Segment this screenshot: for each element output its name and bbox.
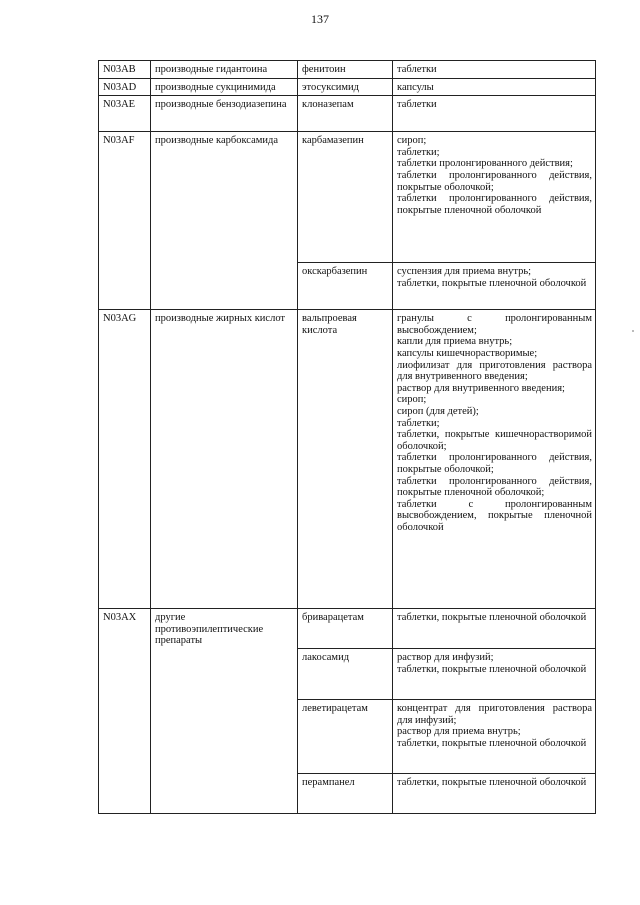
drug-name: лакосамид — [298, 649, 393, 700]
dosage-form: таблетки пролонгированного действия, покрытые пленочной оболочкой — [397, 193, 592, 216]
dosage-forms — [393, 700, 596, 774]
dosage-form: суспензия для приема внутрь; — [397, 266, 532, 278]
table-row — [99, 78, 596, 96]
dosage-forms — [393, 774, 596, 814]
dosage-form: капсулы кишечнорастворимые; — [397, 347, 538, 359]
table-row — [99, 132, 596, 263]
drug-name: фенитоин — [298, 61, 393, 79]
dosage-form: таблетки, покрытые пленочной оболочкой — [397, 777, 587, 789]
table-row — [99, 96, 596, 132]
drug-name: карбамазепин — [298, 132, 393, 263]
dosage-form: раствор для инфузий; — [397, 652, 494, 664]
atc-code: N03AB — [99, 61, 151, 79]
drug-name: этосуксимид — [298, 78, 393, 96]
dosage-form: лиофилизат для приготовления раствора для внутривенного введения; — [397, 359, 592, 383]
atc-group: производные жирных кислот — [151, 310, 298, 609]
atc-group: производные бензодиазепина — [151, 96, 298, 132]
atc-code: N03AX — [99, 609, 151, 814]
dosage-form: таблетки пролонгированного действия, покрытые оболочкой; — [397, 169, 592, 193]
dosage-form: сироп; — [397, 394, 427, 406]
atc-code: N03AE — [99, 96, 151, 132]
drug-name: вальпроевая кислота — [298, 310, 393, 609]
table-row — [99, 609, 596, 649]
dosage-form: капсулы — [397, 81, 434, 93]
drug-table — [98, 60, 596, 814]
dosage-form: таблетки — [397, 64, 437, 75]
drug-name: окскарбазепин — [298, 263, 393, 310]
dosage-form: таблетки, покрытые пленочной оболочкой — [397, 612, 587, 624]
drug-name: клоназепам — [298, 96, 393, 132]
dosage-forms — [393, 78, 596, 96]
dosage-form: таблетки, покрытые пленочной оболочкой — [397, 277, 587, 289]
dosage-forms — [393, 61, 596, 79]
dosage-forms — [393, 609, 596, 649]
atc-group: производные гидантоина — [151, 61, 298, 79]
atc-group: другие противоэпилептические препараты — [151, 609, 298, 814]
dosage-form: раствор для внутривенного введения; — [397, 382, 565, 394]
dosage-form: сироп; — [397, 135, 427, 147]
dosage-forms — [393, 310, 596, 609]
dosage-form: таблетки с пролонгированным высвобождением, покрытые пленочной оболочкой — [397, 498, 592, 533]
page-number: 137 — [311, 12, 329, 26]
dosage-form: таблетки; — [397, 146, 440, 158]
table-row — [99, 61, 596, 79]
atc-code: N03AG — [99, 310, 151, 609]
drug-name: леветирацетам — [298, 700, 393, 774]
dosage-form: таблетки; — [397, 417, 440, 429]
atc-group: производные карбоксамида — [151, 132, 298, 310]
atc-code: N03AD — [99, 78, 151, 96]
dosage-form: таблетки пролонгированного действия; — [397, 158, 573, 170]
dosage-form: таблетки пролонгированного действия, покрытые оболочкой; — [397, 452, 592, 475]
table-row — [99, 310, 596, 609]
dosage-form: гранулы с пролонгированным высвобождением; — [397, 313, 592, 336]
dosage-forms — [393, 96, 596, 132]
atc-code: N03AF — [99, 132, 151, 310]
dosage-form: таблетки — [397, 99, 437, 111]
dosage-form: сироп (для детей); — [397, 405, 479, 417]
dosage-forms — [393, 132, 596, 263]
dosage-form: таблетки, покрытые пленочной оболочкой — [397, 737, 587, 749]
dosage-form: таблетки, покрытые кишечнорастворимой оболочкой; — [397, 429, 592, 452]
drug-name: бриварацетам — [298, 609, 393, 649]
dosage-form: таблетки пролонгированного действия, покрытые пленочной оболочкой; — [397, 475, 592, 499]
dosage-form: таблетки, покрытые пленочной оболочкой — [397, 663, 587, 675]
scan-artifact — [632, 330, 634, 332]
drug-name: перампанел — [298, 774, 393, 814]
dosage-form: капли для приема внутрь; — [397, 336, 513, 348]
dosage-forms — [393, 649, 596, 700]
dosage-form: раствор для приема внутрь; — [397, 726, 521, 738]
dosage-forms — [393, 263, 596, 310]
dosage-form: концентрат для приготовления раствора для инфузий; — [397, 703, 592, 726]
atc-group: производные сукцинимида — [151, 78, 298, 96]
